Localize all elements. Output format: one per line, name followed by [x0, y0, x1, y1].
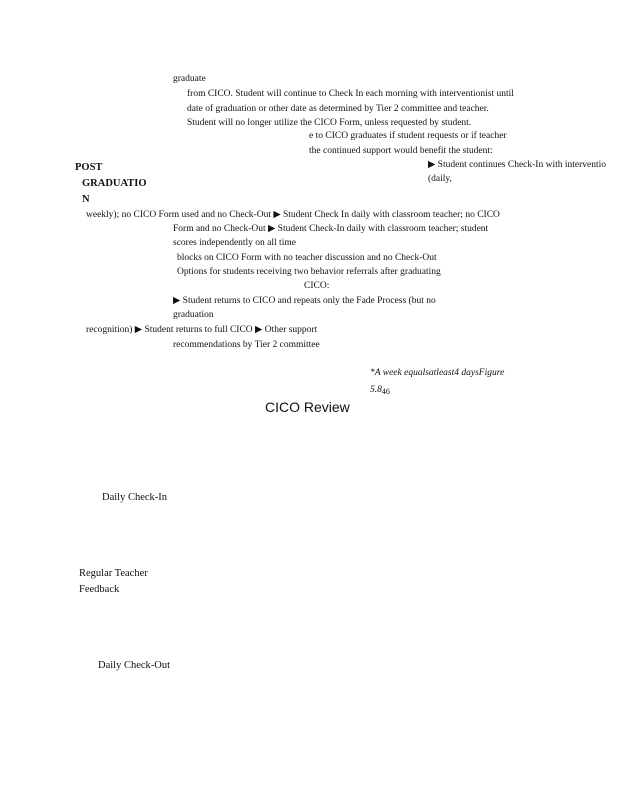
text-line-graduate: graduate [173, 74, 206, 84]
text-line-cico-graduates: e to CICO graduates if student requests or if teacher [309, 131, 507, 141]
text-line-recommendations: recommendations by Tier 2 committee [173, 340, 320, 350]
post-graduation-line-1: POST [75, 162, 103, 173]
post-graduation-line-3: N [82, 194, 90, 205]
text-line-graduation: graduation [173, 310, 214, 320]
text-line-from-cico: from CICO. Student will continue to Check In each morning with interventionist until [187, 89, 514, 99]
text-line-form-no-check-out: Form and no Check-Out ▶ Student Check-In daily with classroom teacher; student [173, 224, 489, 234]
label-regular-teacher-feedback-1: Regular Teacher [79, 568, 148, 579]
figure-number: 5.8 [370, 385, 382, 395]
text-line-continued-support: the continued support would benefit the student: [309, 146, 493, 156]
text-line-no-longer-utilize: Student will no longer utilize the CICO Form, unless requested by student. [187, 118, 472, 128]
text-line-date-of-graduation: date of graduation or other date as determined by Tier 2 committee and teacher. [187, 104, 489, 114]
footnote-line-2 [370, 384, 390, 398]
text-line-recognition: recognition) ▶ Student returns to full CICO ▶ Other support [86, 325, 318, 335]
text-line-options: Options for students receiving two behavior referrals after graduating [177, 267, 441, 277]
text-line-daily: (daily, [428, 174, 452, 184]
footnote-line-1: *A week equalsatleast4 daysFigure [370, 368, 505, 378]
section-title-cico-review: CICO Review [265, 399, 350, 415]
post-graduation-line-2: GRADUATIO [82, 178, 147, 189]
text-line-scores-independently: scores independently on all time [173, 238, 296, 248]
label-daily-check-in: Daily Check-In [102, 492, 168, 503]
label-regular-teacher-feedback-2: Feedback [79, 584, 120, 595]
label-daily-check-out: Daily Check-Out [98, 660, 171, 671]
page-number: 46 [381, 387, 390, 396]
text-line-continues-check-in: ▶ Student continues Check-In with interventio [428, 160, 607, 170]
text-line-cico-colon: CICO: [304, 281, 330, 291]
text-line-blocks-on-form: blocks on CICO Form with no teacher discussion and no Check-Out [177, 253, 437, 263]
text-line-returns-fade: ▶ Student returns to CICO and repeats only the Fade Process (but no [173, 296, 436, 306]
text-line-weekly: weekly); no CICO Form used and no Check-Out ▶ Student Check In daily with classroom teacher; no CICO [86, 210, 500, 220]
post-graduation-heading [75, 160, 147, 208]
